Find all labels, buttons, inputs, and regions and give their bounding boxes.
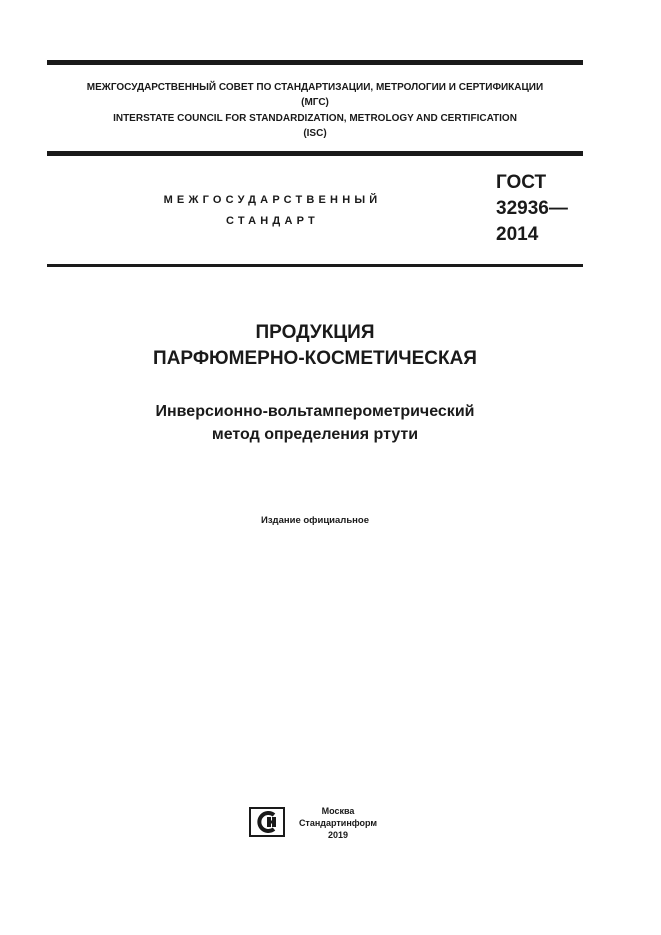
council-name-english bbox=[47, 111, 583, 141]
council-ru-line1: МЕЖГОСУДАРСТВЕННЫЙ СОВЕТ ПО СТАНДАРТИЗАЦИИ, МЕТРОЛОГИИ И СЕРТИФИКАЦИИ bbox=[86, 82, 544, 93]
designation-year: 2014 bbox=[496, 224, 539, 245]
standard-designation bbox=[496, 170, 568, 248]
standard-kind-line2: СТАНДАРТ bbox=[226, 215, 319, 227]
designation-number: 32936— bbox=[496, 198, 568, 219]
standard-kind bbox=[100, 190, 445, 232]
top-divider bbox=[47, 60, 583, 65]
title-line2: ПАРФЮМЕРНО-КОСМЕТИЧЕСКАЯ bbox=[153, 348, 477, 369]
publisher-name: Стандартинформ bbox=[298, 818, 378, 828]
document-title bbox=[47, 320, 583, 372]
designation-prefix: ГОСТ bbox=[496, 172, 547, 193]
council-en-line1: INTERSTATE COUNCIL FOR STANDARDIZATION, METROLOGY AND CERTIFICATION bbox=[113, 113, 517, 124]
publisher-year: 2019 bbox=[327, 830, 349, 840]
edition-note: Издание официальное bbox=[261, 515, 369, 526]
title-line1: ПРОДУКЦИЯ bbox=[255, 322, 375, 343]
council-ru-abbr: (МГС) bbox=[301, 97, 329, 108]
subtitle-line2: метод определения ртути bbox=[211, 426, 419, 443]
publisher-block bbox=[296, 805, 380, 841]
document-subtitle bbox=[47, 400, 583, 446]
council-en-abbr: (ISC) bbox=[303, 128, 327, 139]
designation-divider bbox=[47, 264, 583, 267]
standartinform-logo-icon bbox=[249, 806, 285, 838]
publisher-city: Москва bbox=[321, 806, 355, 816]
subtitle-line1: Инверсионно-вольтамперометрический bbox=[155, 403, 475, 420]
standard-kind-line1: МЕЖГОСУДАРСТВЕННЫЙ bbox=[163, 194, 382, 206]
council-name-russian bbox=[47, 80, 583, 110]
header-divider bbox=[47, 151, 583, 156]
